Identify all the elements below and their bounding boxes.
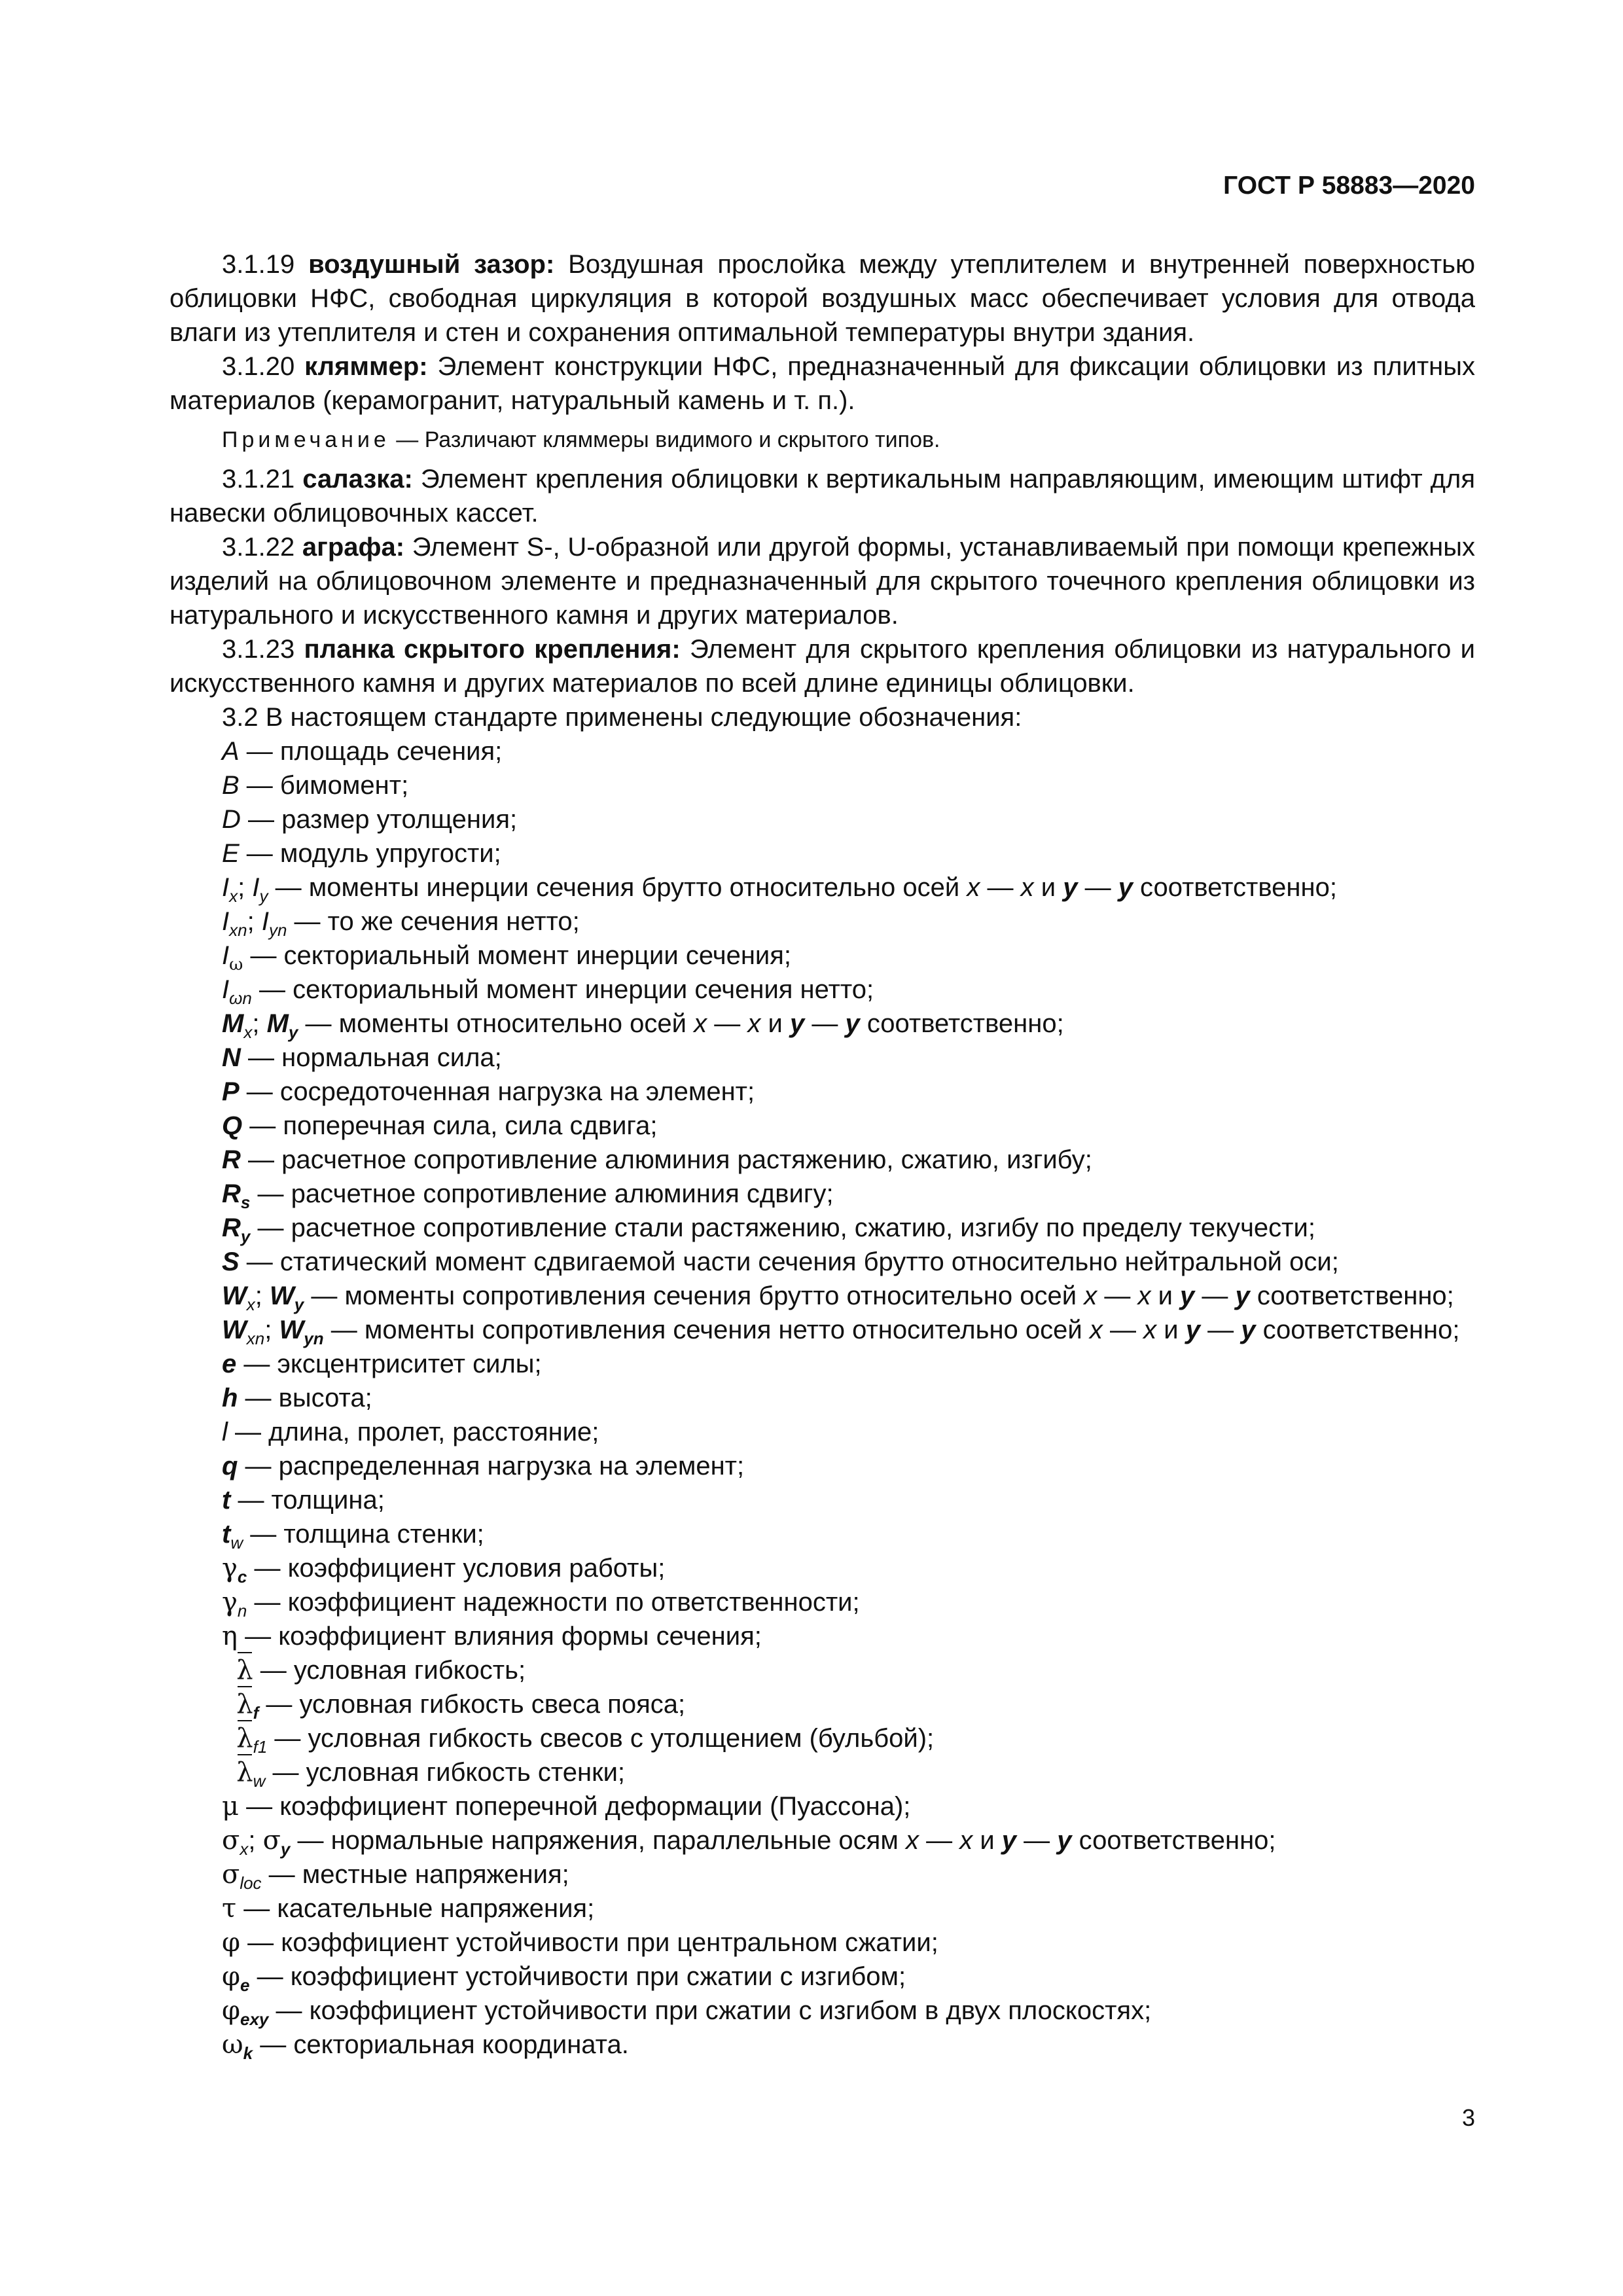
symbol: N	[222, 1043, 241, 1072]
symbol-desc-tail: соответственно;	[1132, 873, 1337, 902]
paragraph-3-1-22	[169, 530, 1475, 632]
symbol-item	[222, 734, 1475, 768]
symbol-desc: — моменты сопротивления сечения брутто относительно осей	[304, 1282, 1084, 1310]
symbol-item	[222, 1449, 1475, 1483]
subscript: k	[243, 2043, 253, 2063]
subscript: xn	[246, 1329, 265, 1348]
axis-label: y	[1235, 1282, 1250, 1310]
symbol: Q	[222, 1111, 243, 1140]
separator: ;	[248, 1826, 256, 1855]
symbol-desc: — условная гибкость стенки;	[265, 1758, 626, 1787]
subscript: y	[280, 1839, 291, 1859]
term: аграфа:	[302, 533, 405, 562]
page-number: 3	[1461, 2104, 1475, 2131]
symbol-item	[222, 870, 1475, 905]
symbol: γ	[222, 1553, 238, 1583]
paragraph-3-1-23	[169, 632, 1475, 700]
symbol-desc: — условная гибкость свесов с утолщением (бульбой);	[267, 1724, 935, 1753]
axis-label: y	[1180, 1282, 1195, 1310]
symbol-item	[222, 1041, 1475, 1075]
document-body	[169, 247, 1475, 2062]
subscript: x	[229, 886, 238, 906]
symbol-item	[222, 1381, 1475, 1415]
symbol-item	[222, 1211, 1475, 1245]
symbol-item	[222, 1585, 1475, 1619]
clause-number: 3.1.19	[222, 250, 309, 279]
symbol-desc: — коэффициент устойчивости при сжатии с изгибом в двух плоскостях;	[268, 1996, 1152, 2025]
symbol: B	[222, 771, 240, 800]
symbol-desc: — площадь сечения;	[239, 737, 503, 766]
symbol: W	[270, 1282, 294, 1310]
subscript: s	[240, 1193, 251, 1212]
paragraph-3-1-20	[169, 350, 1475, 418]
symbol: ω	[222, 2030, 243, 2060]
symbol-desc-tail: соответственно;	[1071, 1826, 1276, 1855]
symbol-desc: — секториальная координата.	[253, 2030, 629, 2059]
note-label: Примечание	[222, 427, 390, 452]
symbol: E	[222, 839, 240, 868]
axis-label: y	[1057, 1826, 1072, 1855]
symbol: t	[222, 1520, 231, 1549]
symbol-desc: — расчетное сопротивление алюминия растяжению, сжатию, изгибу;	[240, 1145, 1092, 1174]
subscript: y	[294, 1295, 304, 1314]
axis-label: y	[845, 1009, 860, 1038]
symbol-item	[222, 1994, 1475, 2028]
symbol: λ	[236, 1687, 253, 1721]
symbol-desc: — коэффициент поперечной деформации (Пуассона);	[239, 1792, 911, 1821]
subscript: yn	[268, 920, 287, 940]
separator: ;	[255, 1282, 262, 1310]
axis-label: x	[1084, 1282, 1097, 1310]
symbol-item	[222, 905, 1475, 939]
symbol-desc-tail: соответственно;	[1255, 1316, 1460, 1344]
symbol-item	[222, 1075, 1475, 1109]
symbol-item	[222, 802, 1475, 836]
symbol-item	[222, 1483, 1475, 1517]
symbol-desc: — условная гибкость свеса пояса;	[259, 1690, 686, 1719]
subscript: loc	[240, 1873, 262, 1893]
symbol-item	[222, 768, 1475, 802]
definition: Воздушная прослойка между утеплителем и внутренней поверхностью облицовки НФС, свободная циркуляция в которой воздушных масс обеспечивает условия для отвода влаги из утеплителя и стен и сохранения оптимальной температуры внутри здания.	[169, 250, 1475, 347]
symbol-item	[222, 1245, 1475, 1279]
subscript: yn	[304, 1329, 324, 1348]
definition: Элемент крепления облицовки к вертикальным направляющим, имеющим штифт для навески облицовочных кассет.	[169, 465, 1476, 528]
axis-label: y	[1241, 1316, 1256, 1344]
subscript: n	[237, 1601, 247, 1621]
symbol: R	[222, 1213, 241, 1242]
term: планка скрытого крепления:	[304, 635, 681, 664]
symbol: R	[222, 1179, 241, 1208]
symbol: η	[222, 1621, 238, 1651]
symbol-desc: — толщина;	[230, 1486, 385, 1515]
subscript: w	[253, 1771, 266, 1791]
symbol-desc: — коэффициент влияния формы сечения;	[237, 1622, 762, 1651]
symbol-item	[222, 1177, 1475, 1211]
symbol: σ	[222, 1859, 240, 1890]
symbol-desc: — коэффициент надежности по ответственности;	[247, 1588, 860, 1617]
symbol-item	[222, 1143, 1475, 1177]
dash: —	[812, 1009, 838, 1038]
clause-number: 3.1.23	[222, 635, 304, 664]
subscript: exy	[240, 2009, 269, 2029]
symbol-desc: — коэффициент устойчивости при сжатии с изгибом;	[249, 1962, 906, 1991]
subscript: y	[288, 1022, 298, 1042]
symbol-desc: — расчетное сопротивление алюминия сдвигу;	[250, 1179, 834, 1208]
symbol-desc: — условная гибкость;	[253, 1656, 526, 1685]
symbol-desc: — секториальный момент инерции сечения нетто;	[251, 975, 874, 1004]
symbol: I	[252, 873, 260, 902]
subscript: c	[237, 1567, 247, 1587]
term: кляммер:	[304, 352, 428, 381]
symbol-item	[222, 1347, 1475, 1381]
symbol-desc-tail: соответственно;	[859, 1009, 1064, 1038]
symbol-desc-tail: соответственно;	[1249, 1282, 1454, 1310]
symbol-item	[222, 1619, 1475, 1653]
paragraph-3-1-19	[169, 247, 1475, 350]
symbol-desc: — то же сечения нетто;	[287, 907, 580, 936]
subscript: xn	[229, 920, 247, 940]
symbol-desc: — секториальный момент инерции сечения;	[243, 941, 792, 970]
axis-label: x	[747, 1009, 761, 1038]
term: салазка:	[302, 465, 413, 493]
symbol: φ	[222, 1962, 241, 1992]
symbol: M	[266, 1009, 289, 1038]
symbol-item	[222, 1789, 1475, 1823]
axis-label: x	[1143, 1316, 1157, 1344]
symbol-item	[222, 1415, 1475, 1449]
subscript: x	[240, 1839, 249, 1859]
symbol-item	[222, 2028, 1475, 2062]
symbol-item	[222, 1721, 1475, 1755]
axis-label: x	[967, 873, 980, 902]
subscript: x	[246, 1295, 255, 1314]
axis-label: x	[694, 1009, 707, 1038]
symbol-item	[222, 1926, 1475, 1960]
symbol-desc: — эксцентриситет силы;	[236, 1350, 542, 1378]
dash: —	[1109, 1316, 1136, 1344]
symbol-item	[222, 1687, 1475, 1721]
subscript: x	[243, 1022, 253, 1042]
symbol-desc: — касательные напряжения;	[236, 1894, 595, 1923]
conjunction: и	[768, 1009, 783, 1038]
symbol-desc: — нормальная сила;	[240, 1043, 502, 1072]
symbol: M	[222, 1009, 244, 1038]
subscript: ω	[229, 955, 243, 975]
standard-header: ГОСТ Р 58883—2020	[1223, 171, 1475, 200]
subscript: y	[240, 1227, 251, 1246]
axis-label: y	[1063, 873, 1078, 902]
note	[169, 422, 1475, 458]
dash: —	[987, 873, 1014, 902]
symbol-desc: — моменты инерции сечения брутто относительно осей	[268, 873, 967, 902]
separator: ;	[252, 1009, 260, 1038]
symbol-desc: — сосредоточенная нагрузка на элемент;	[239, 1077, 755, 1106]
symbol: t	[222, 1486, 231, 1515]
symbol: A	[222, 737, 240, 766]
symbol-item	[222, 1551, 1475, 1585]
dash: —	[926, 1826, 953, 1855]
symbol-desc: — моменты сопротивления сечения нетто относительно осей	[323, 1316, 1090, 1344]
symbol: λ	[236, 1755, 253, 1789]
symbol: W	[279, 1316, 304, 1344]
symbol-item	[222, 973, 1475, 1007]
symbol-desc: — распределенная нагрузка на элемент;	[238, 1452, 745, 1480]
symbol-desc: — поперечная сила, сила сдвига;	[242, 1111, 658, 1140]
symbol: R	[222, 1145, 241, 1174]
dash: —	[714, 1009, 741, 1038]
axis-label: x	[905, 1826, 919, 1855]
symbol-item	[222, 1892, 1475, 1926]
term: воздушный зазор:	[308, 250, 555, 279]
axis-label: x	[1020, 873, 1034, 902]
dash: —	[1104, 1282, 1131, 1310]
symbol-item	[222, 1653, 1475, 1687]
symbol: σ	[262, 1825, 281, 1856]
axis-label: y	[1001, 1826, 1017, 1855]
subscript: y	[259, 886, 268, 906]
symbol: q	[222, 1452, 238, 1480]
symbol: W	[222, 1282, 247, 1310]
symbol: φ	[222, 1996, 241, 2026]
definition: Элемент S-, U-образной или другой формы, устанавливаемый при помощи крепежных изделий на облицовочном элементе и предназначенный для скрытого точечного крепления облицовки из натурального и искусственного камня и других материалов.	[169, 533, 1475, 630]
symbol-item	[222, 1313, 1475, 1347]
dash: —	[1202, 1282, 1228, 1310]
clause-number: 3.1.21	[222, 465, 303, 493]
symbol-desc: — нормальные напряжения, параллельные осям	[290, 1826, 906, 1855]
symbol: h	[222, 1384, 238, 1412]
definition: Элемент для скрытого крепления облицовки из натурального и искусственного камня и других материалов по всей длине единицы облицовки.	[169, 635, 1476, 698]
axis-label: x	[1137, 1282, 1151, 1310]
symbol: D	[222, 805, 241, 834]
dash: —	[1024, 1826, 1050, 1855]
symbol-item	[222, 1960, 1475, 1994]
definition: Элемент конструкции НФС, предназначенный для фиксации облицовки из плитных материалов (керамогранит, натуральный камень и т. п.).	[169, 352, 1476, 415]
symbol-desc: — бимомент;	[239, 771, 409, 800]
symbol-item	[222, 1823, 1475, 1857]
conjunction: и	[1041, 873, 1056, 902]
subscript: e	[240, 1975, 250, 1995]
subscript: ωn	[229, 988, 252, 1008]
separator: ;	[238, 873, 245, 902]
symbol-desc: — толщина стенки;	[243, 1520, 484, 1549]
symbol: e	[222, 1350, 237, 1378]
axis-label: x	[959, 1826, 973, 1855]
dash: —	[1084, 873, 1111, 902]
symbol: I	[261, 907, 269, 936]
symbol-desc: — длина, пролет, расстояние;	[227, 1418, 599, 1446]
axis-label: x	[1089, 1316, 1103, 1344]
axis-label: y	[1185, 1316, 1200, 1344]
symbol: φ	[222, 1928, 241, 1958]
subscript: f	[253, 1703, 259, 1723]
symbol: σ	[222, 1825, 240, 1856]
symbol-item	[222, 1857, 1475, 1892]
symbol: P	[222, 1077, 240, 1106]
symbol: l	[222, 1418, 228, 1446]
symbol: I	[222, 941, 230, 970]
axis-label: y	[1118, 873, 1133, 902]
symbol-item	[222, 1517, 1475, 1551]
axis-label: y	[789, 1009, 805, 1038]
symbol-item	[222, 1279, 1475, 1313]
subscript: w	[230, 1533, 243, 1552]
symbol-desc: — статический момент сдвигаемой части сечения брутто относительно нейтральной оси;	[239, 1247, 1339, 1276]
symbol: τ	[222, 1893, 237, 1924]
symbol: μ	[222, 1791, 239, 1821]
symbol-desc: — модуль упругости;	[239, 839, 501, 868]
symbol: I	[222, 975, 230, 1004]
symbol-item	[222, 1109, 1475, 1143]
paragraph-3-1-21	[169, 462, 1475, 530]
symbol-item	[222, 1755, 1475, 1789]
symbol: S	[222, 1247, 240, 1276]
note-text: — Различают кляммеры видимого и скрытого типов.	[389, 427, 940, 452]
conjunction: и	[980, 1826, 995, 1855]
symbol: I	[222, 873, 230, 902]
subscript: f1	[253, 1737, 268, 1757]
separator: ;	[247, 907, 255, 936]
symbol-desc: — моменты относительно осей	[298, 1009, 694, 1038]
symbol: W	[222, 1316, 247, 1344]
symbol: I	[222, 907, 230, 936]
symbol-desc: — коэффициент условия работы;	[247, 1554, 666, 1583]
symbol-item	[222, 939, 1475, 973]
symbol-desc: — коэффициент устойчивости при центральном сжатии;	[240, 1928, 938, 1957]
symbol: λ	[236, 1653, 253, 1687]
dash: —	[1207, 1316, 1234, 1344]
separator: ;	[264, 1316, 272, 1344]
symbol-item	[222, 1007, 1475, 1041]
symbol-desc: — расчетное сопротивление стали растяжению, сжатию, изгибу по пределу текучести;	[250, 1213, 1315, 1242]
paragraph-3-2: 3.2 В настоящем стандарте применены следующие обозначения:	[222, 703, 1022, 732]
clause-number: 3.1.20	[222, 352, 305, 381]
conjunction: и	[1164, 1316, 1179, 1344]
symbol-desc: — размер утолщения;	[240, 805, 518, 834]
symbol: γ	[222, 1587, 238, 1617]
symbol-list	[222, 734, 1475, 2062]
symbol: λ	[236, 1721, 253, 1755]
clause-number: 3.1.22	[222, 533, 302, 562]
symbol-item	[222, 836, 1475, 870]
symbol-desc: — местные напряжения;	[261, 1860, 569, 1889]
conjunction: и	[1158, 1282, 1173, 1310]
symbol-desc: — высота;	[238, 1384, 372, 1412]
